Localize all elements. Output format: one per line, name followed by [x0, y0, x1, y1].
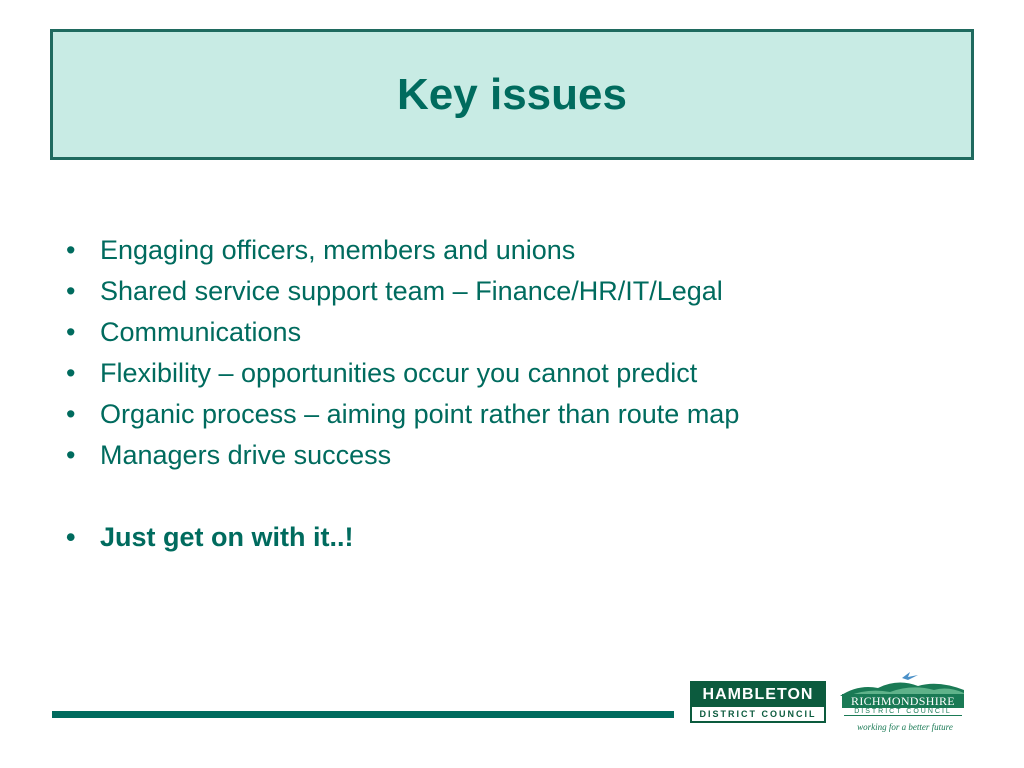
richmondshire-logo-sub: DISTRICT COUNCIL — [844, 708, 962, 716]
bullet-list — [58, 230, 739, 558]
footer-divider — [52, 711, 674, 718]
richmondshire-tagline: working for a better future — [857, 722, 953, 732]
bullet-marker: • — [66, 276, 76, 306]
hambleton-logo-name: HAMBLETON — [692, 683, 824, 707]
bullet-marker: • — [66, 317, 76, 347]
slide-title: Key issues — [397, 69, 627, 119]
bullet-item — [58, 230, 739, 271]
bullet-marker: • — [66, 399, 76, 429]
title-box — [50, 29, 974, 160]
richmondshire-logo — [838, 670, 966, 738]
emphasis-text: Just get on with it..! — [100, 522, 354, 552]
bullet-text: Managers drive success — [100, 440, 392, 470]
richmondshire-logo-name: RICHMONDSHIRE — [842, 694, 964, 708]
bullet-item — [58, 271, 739, 312]
hambleton-logo-sub: DISTRICT COUNCIL — [699, 709, 817, 719]
bullet-text: Communications — [100, 317, 302, 347]
bullet-spacer — [58, 476, 739, 517]
hills-bird-icon — [838, 670, 966, 696]
bullet-marker: • — [66, 522, 76, 552]
bullet-item — [58, 435, 739, 476]
bullet-item — [58, 353, 739, 394]
bullet-text: Engaging officers, members and unions — [100, 235, 576, 265]
bullet-item — [58, 394, 739, 435]
bullet-marker: • — [66, 235, 76, 265]
bullet-marker: • — [66, 358, 76, 388]
bullet-text: Organic process – aiming point rather than route map — [100, 399, 740, 429]
bullet-text: Flexibility – opportunities occur you cannot predict — [100, 358, 698, 388]
bullet-text: Shared service support team – Finance/HR/IT/Legal — [100, 276, 723, 306]
bullet-item — [58, 312, 739, 353]
bullet-item-emphasis — [58, 517, 739, 558]
hambleton-logo — [690, 681, 826, 723]
bullet-marker: • — [66, 440, 76, 470]
